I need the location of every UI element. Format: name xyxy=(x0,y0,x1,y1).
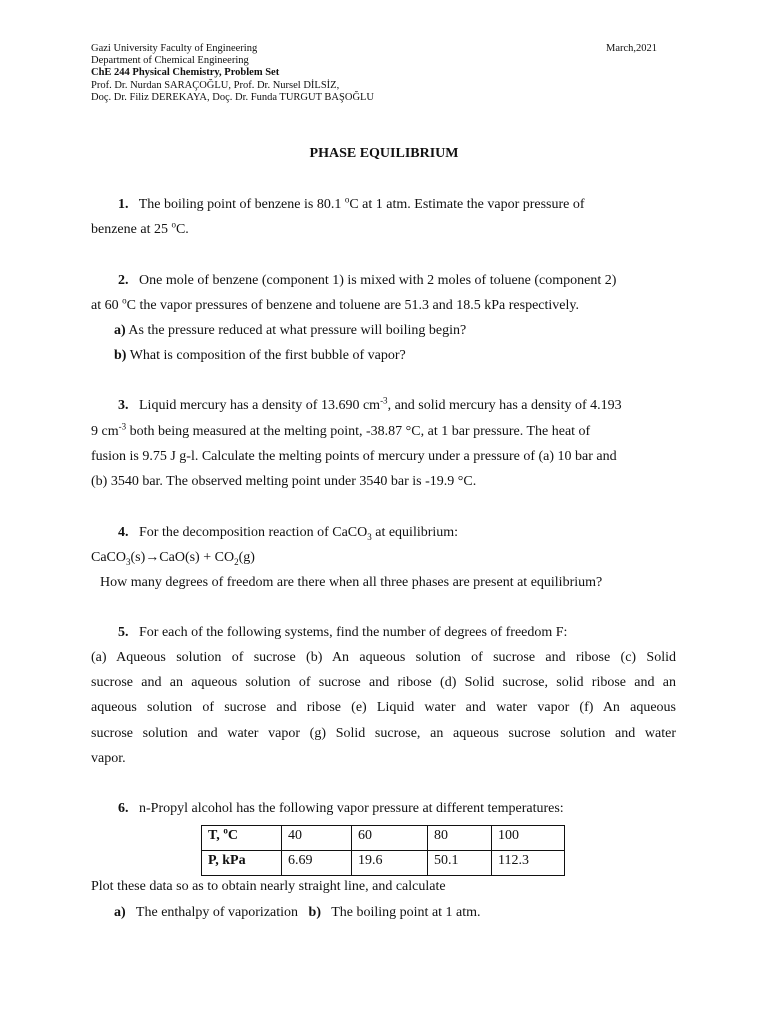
q4-line-3: How many degrees of freedom are there when all three phases are present at equilibrium? xyxy=(100,575,603,590)
table-row xyxy=(202,851,565,876)
table-row xyxy=(202,826,565,851)
table-cell: 40 xyxy=(282,826,352,851)
table-row-label-pressure: P, kPa xyxy=(202,851,282,876)
q6-part-a-label: a) xyxy=(114,905,126,920)
q5-line-3: sucrose and an aqueous solution of sucrose and ribose (d) Solid sucrose, solid ribose and an xyxy=(91,675,676,690)
q2-part-b-label: b) xyxy=(114,348,127,363)
q3-number: 3. xyxy=(118,398,129,413)
vapor-pressure-table xyxy=(201,825,565,876)
q2-line-2 xyxy=(91,295,579,314)
q4-reactant: CaCO xyxy=(91,550,126,565)
q4-text-1b: at equilibrium: xyxy=(371,525,459,540)
page-title: PHASE EQUILIBRIUM xyxy=(309,146,459,161)
q5-line-4: aqueous solution of sucrose and ribose (e) Liquid water and water vapor (f) An aqueous xyxy=(91,700,676,715)
q5-text-1: For each of the following systems, find the number of degrees of freedom F: xyxy=(139,625,568,640)
table-cell: 100 xyxy=(492,826,565,851)
q4-text-1a: For the decomposition reaction of CaCO xyxy=(139,525,368,540)
header-date: March,2021 xyxy=(606,43,658,54)
q3-text-1b: , and solid mercury has a density of 4.193 xyxy=(387,398,622,413)
q4-sub-1: 3 xyxy=(367,531,372,542)
q1-line-2 xyxy=(91,219,189,238)
q5-line-2: (a) Aqueous solution of sucrose (b) An aqueous solution of sucrose and ribose (c) Solid xyxy=(91,650,676,665)
q4-products: CaO(s) + CO xyxy=(159,550,235,565)
q6-parts xyxy=(114,905,481,921)
q6-number: 6. xyxy=(118,801,129,816)
table-row-label-temperature: T, $^o$C xyxy=(202,826,282,851)
table-cell: 112.3 xyxy=(492,851,565,876)
q2-text-1: One mole of benzene (component 1) is mixed with 2 moles of toluene (component 2) xyxy=(139,273,617,288)
table-cell: 60 xyxy=(352,826,428,851)
q3-line-3: fusion is 9.75 J g-l. Calculate the melting points of mercury under a pressure of (a) 10 bar and xyxy=(91,449,617,464)
table-cell: 50.1 xyxy=(428,851,492,876)
header-department: Department of Chemical Engineering xyxy=(91,55,249,66)
q1-number: 1. xyxy=(118,197,129,212)
q2-line-1 xyxy=(118,273,616,289)
table-cell: 80 xyxy=(428,826,492,851)
q4-product-phase: (g) xyxy=(238,550,255,565)
q4-reactant-phase: (s) xyxy=(130,550,146,565)
q2-text-2b: C the vapor pressures of benzene and toluene are 51.3 and 18.5 kPa respectively. xyxy=(126,298,579,313)
q6-line-2: Plot these data so as to obtain nearly straight line, and calculate xyxy=(91,879,446,894)
q5-line-5: sucrose solution and water vapor (g) Solid sucrose, an aqueous sucrose solution and water xyxy=(91,726,676,741)
q1-degree-sup: o xyxy=(344,194,350,205)
q1-line-1 xyxy=(118,194,585,213)
q2-part-b xyxy=(114,348,406,364)
q3-sup-2: -3 xyxy=(118,421,127,432)
q3-sup-1: -3 xyxy=(380,395,388,406)
q5-line-6: vapor. xyxy=(91,751,126,766)
q4-product-sub: 2 xyxy=(234,556,239,567)
q6-line-1 xyxy=(118,801,564,817)
header-university: Gazi University Faculty of Engineering xyxy=(91,43,258,54)
table-cell: 6.69 xyxy=(282,851,352,876)
q4-reactant-sub: 3 xyxy=(126,556,131,567)
q3-line-1 xyxy=(118,395,622,414)
q4-line-1 xyxy=(118,525,458,541)
q2-part-b-text: What is composition of the first bubble of vapor? xyxy=(126,348,406,363)
q2-part-a xyxy=(114,323,466,339)
q3-line-2 xyxy=(91,421,591,440)
header-course: ChE 244 Physical Chemistry, Problem Set xyxy=(91,67,280,78)
reaction-arrow-icon: → xyxy=(145,550,160,565)
q2-degree-sup: o xyxy=(122,295,127,306)
q6-text-1: n-Propyl alcohol has the following vapor pressure at different temperatures: xyxy=(139,801,564,816)
q4-reaction xyxy=(91,550,255,566)
table-cell: 19.6 xyxy=(352,851,428,876)
q2-part-a-text: As the pressure reduced at what pressure will boiling begin? xyxy=(125,323,467,338)
q3-text-1a: Liquid mercury has a density of 13.690 cm xyxy=(139,398,381,413)
q1-text-d: C. xyxy=(175,222,189,237)
q5-number: 5. xyxy=(118,625,129,640)
q5-line-1 xyxy=(118,625,567,641)
q2-text-2a: at 60 xyxy=(91,298,123,313)
q4-number: 4. xyxy=(118,525,129,540)
q2-number: 2. xyxy=(118,273,129,288)
q1-text-c: benzene at 25 xyxy=(91,222,172,237)
q6-part-b-text: The boiling point at 1 atm. xyxy=(331,905,481,920)
header-instructors-1: Prof. Dr. Nurdan SARAÇOĞLU, Prof. Dr. Nursel DİLSİZ, xyxy=(91,80,340,91)
q6-part-b-label: b) xyxy=(308,905,321,920)
q3-text-2b: both being measured at the melting point, -38.87 °C, at 1 bar pressure. The heat of xyxy=(126,424,591,439)
q2-part-a-label: a) xyxy=(114,323,126,338)
q3-text-2a: 9 cm xyxy=(91,424,119,439)
header-instructors-2: Doç. Dr. Filiz DEREKAYA, Doç. Dr. Funda TURGUT BAŞOĞLU xyxy=(91,92,375,103)
q1-text-a: The boiling point of benzene is 80.1 xyxy=(138,197,345,212)
q1-degree-sup-2: o xyxy=(171,219,176,230)
q1-text-b: C at 1 atm. Estimate the vapor pressure of xyxy=(349,197,585,212)
q3-line-4: (b) 3540 bar. The observed melting point under 3540 bar is -19.9 °C. xyxy=(91,474,477,489)
q6-part-a-text: The enthalpy of vaporization xyxy=(135,905,299,920)
